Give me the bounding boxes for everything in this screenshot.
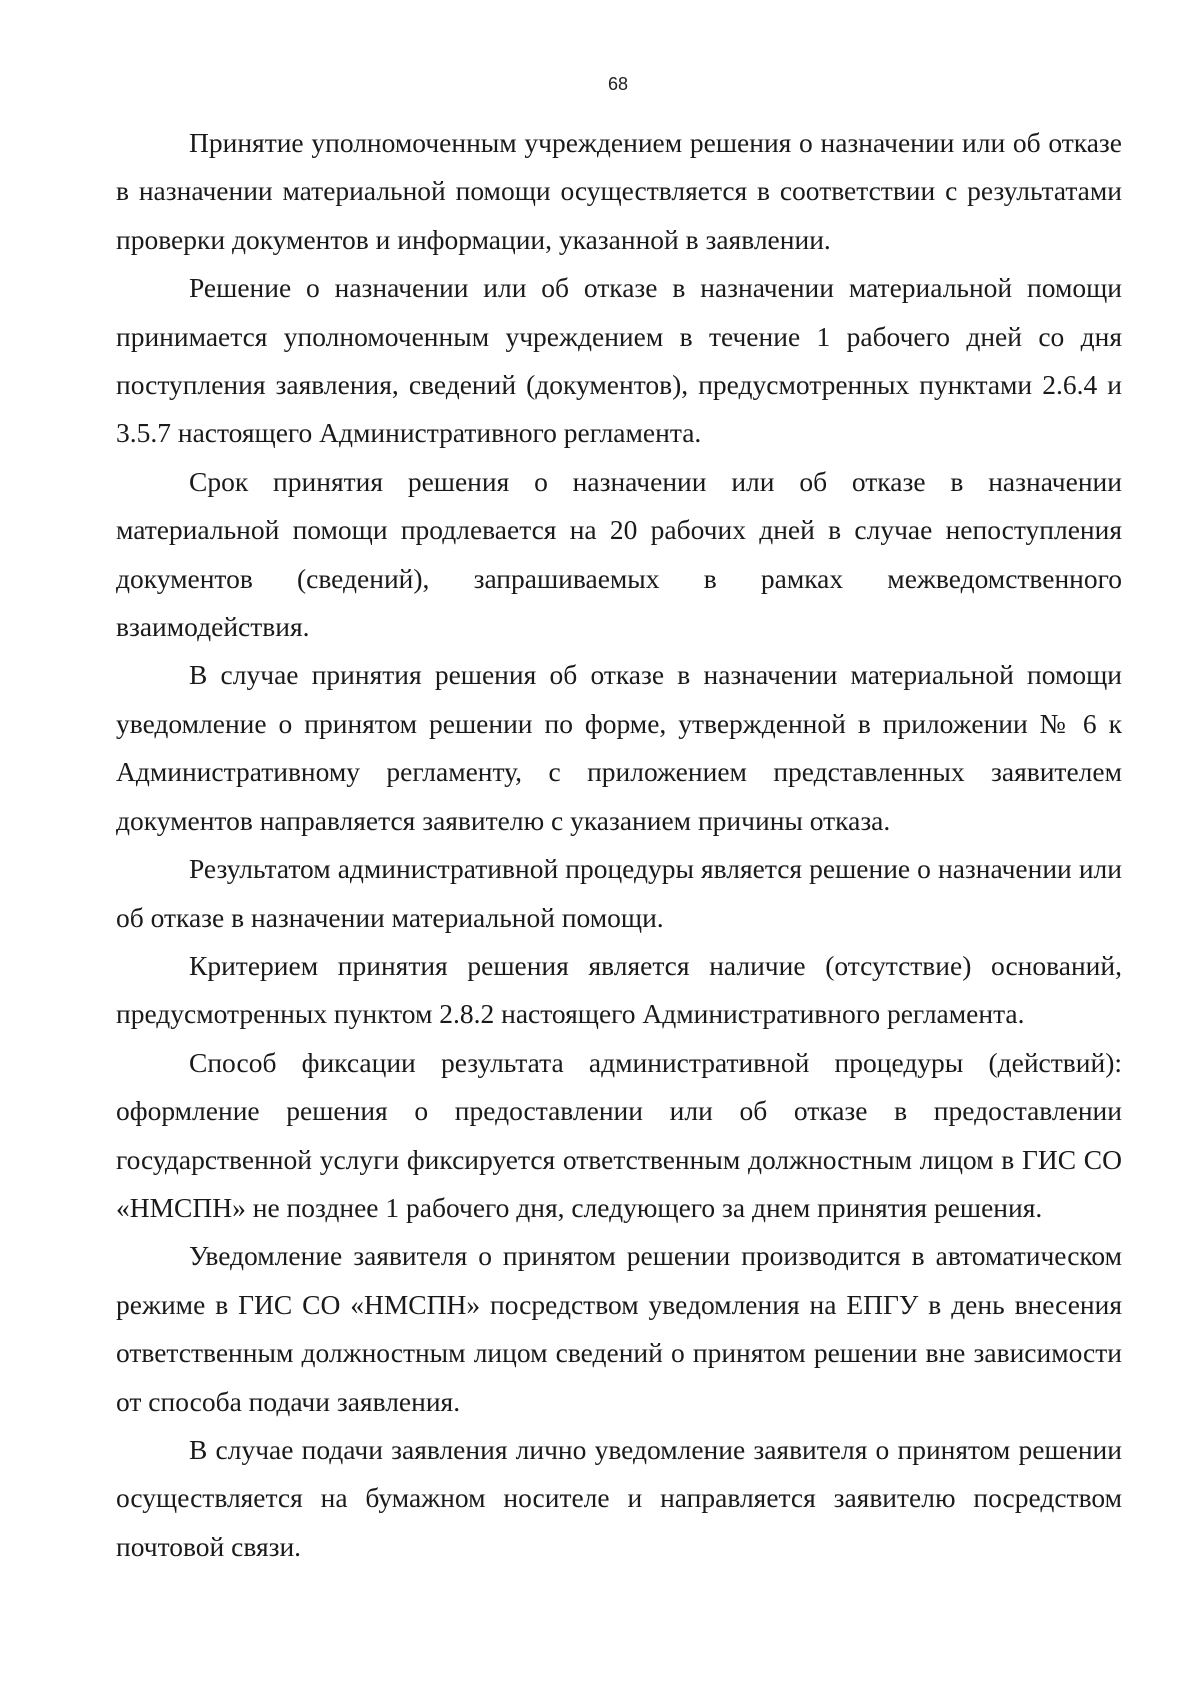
page-number: 68 xyxy=(607,74,629,94)
paragraph-paper-notification: В случае подачи заявления лично уведомление заявителя о принятом решении осуществляется на бумажном носителе и направляется заявителю посредством почтовой связи. xyxy=(116,1433,1122,1562)
paragraph-decision-criterion: Критерием принятия решения является наличие (отсутствие) оснований, предусмотренных пунктом 2.8.2 настоящего Административного регламента. xyxy=(116,949,1122,1030)
paragraph-refusal-notice: В случае принятия решения об отказе в назначении материальной помощи уведомление о принятом решении по форме, утвержденной в приложении № 6 к Административному регламенту, с приложением представленных заявителем документов направляется заявителю с указанием причины отказа. xyxy=(116,659,1122,836)
document-body xyxy=(116,119,1122,1571)
paragraph-decision-term: Решение о назначении или об отказе в назначении материальной помощи принимается уполномоченным учреждением в течение 1 рабочего дней со дня поступления заявления, сведений (документов), предусмотренных пунктами 2.6.4 и 3.5.7 настоящего Административного регламента. xyxy=(116,272,1122,449)
paragraph-automatic-notification: Уведомление заявителя о принятом решении производится в автоматическом режиме в ГИС СО «НМСПН» посредством уведомления на ЕПГУ в день внесения ответственным должностным лицом сведений о принятом решении вне зависимости от способа подачи заявления. xyxy=(116,1240,1122,1417)
paragraph-decision-basis: Принятие уполномоченным учреждением решения о назначении или об отказе в назначении материальной помощи осуществляется в соответствии с результатами проверки документов и информации, указанной в заявлении. xyxy=(116,127,1122,255)
paragraph-term-extension: Срок принятия решения о назначении или об отказе в назначении материальной помощи продлевается на 20 рабочих дней в случае непоступления документов (сведений), запрашиваемых в рамках межведомственного взаимодействия. xyxy=(116,465,1122,643)
paragraph-result-fixation: Способ фиксации результата административной процедуры (действий): оформление решения о предоставлении или об отказе в предоставлении государственной услуги фиксируется ответственным должностным лицом в ГИС СО «НМСПН» не позднее 1 рабочего дня, следующего за днем принятия решения. xyxy=(116,1046,1122,1223)
paragraph-procedure-result: Результатом административной процедуры является решение о назначении или об отказе в назначении материальной помощи. xyxy=(116,853,1122,933)
